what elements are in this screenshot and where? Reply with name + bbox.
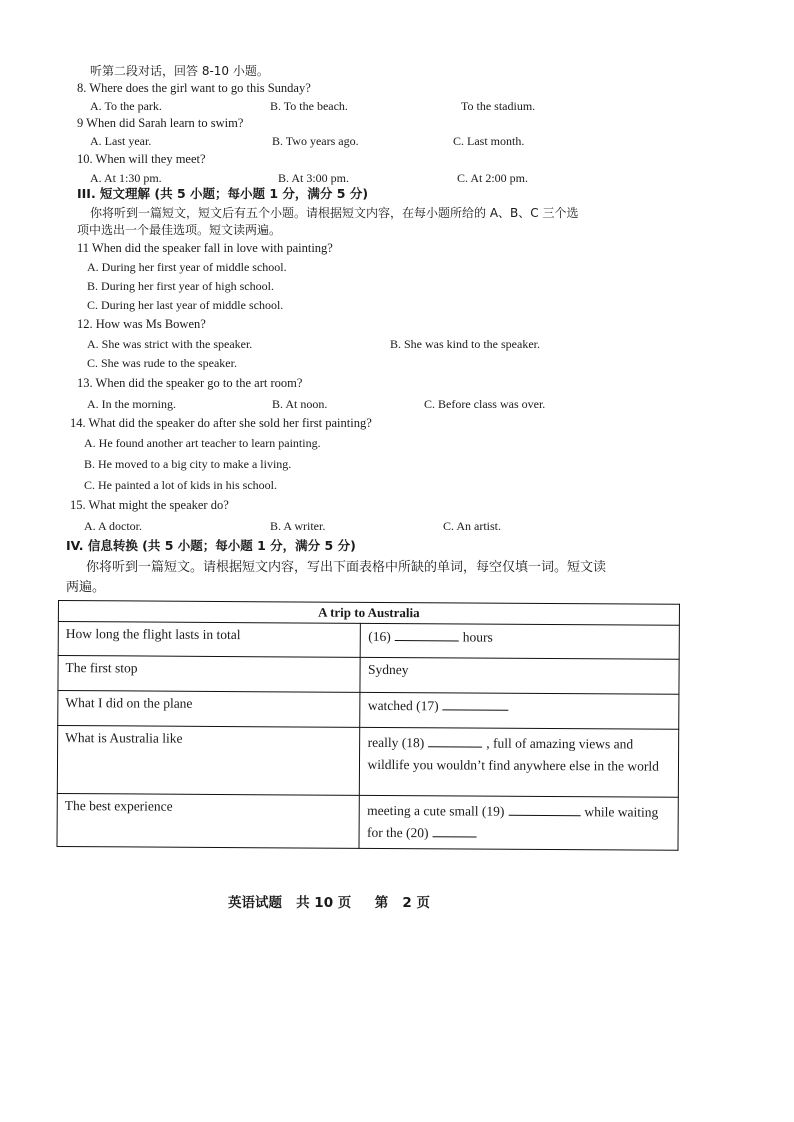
table-row-answer: meeting a cute small (19) while waiting for the (20) [359,795,678,850]
question-8-option-b: B. To the beach. [270,99,348,113]
question-11-option-a: A. During her first year of middle school. [87,260,287,274]
question-15-option-b: B. A writer. [270,519,326,533]
section-3-instruction-line2: 项中选出一个最佳选项。短文读两遍。 [77,223,282,237]
section-4-instruction-line2: 两遍。 [66,580,106,595]
table-row-answer: (16) hours [361,623,680,659]
question-14-option-c: C. He painted a lot of kids in his school. [84,478,277,492]
section-3-heading: III. 短文理解 (共 5 小题；每小题 1 分，满分 5 分) [77,186,369,201]
answer-blank-18[interactable] [428,734,482,747]
table-row [58,656,679,695]
table-row-label: The first stop [58,656,361,693]
table-title: A trip to Australia [58,601,679,626]
question-13-option-b: B. At noon. [272,397,328,411]
question-9-option-c: C. Last month. [453,134,525,148]
section-4-instruction-line1: 你将听到一篇短文。请根据短文内容，写出下面表格中所缺的单词，每空仅填一词。短文读 [86,560,607,575]
section-2-intro: 听第二段对话，回答 8-10 小题。 [90,64,269,78]
answer-blank-20[interactable] [433,824,477,837]
question-11-option-b: B. During her first year of high school. [87,279,274,293]
question-9-option-b: B. Two years ago. [272,134,359,148]
table-row-answer: watched (17) [360,692,679,729]
table-row-label: What is Australia like [57,726,360,796]
question-8-option-a: A. To the park. [90,99,162,113]
question-11-option-c: C. During her last year of middle school. [87,298,284,312]
section-3-instruction-line1: 你将听到一篇短文，短文后有五个小题。请根据短文内容，在每小题所给的 A、B、C 三个选 [90,206,579,220]
question-12-option-a: A. She was strict with the speaker. [87,337,253,351]
table-row [57,726,678,798]
table-row-label: The best experience [57,793,360,848]
table-row [58,691,679,730]
question-15-option-a: A. A doctor. [84,519,143,533]
question-9-option-a: A. Last year. [90,134,152,148]
question-15-option-c: C. An artist. [443,519,502,533]
table-row-value: Sydney [360,657,679,694]
question-13-stem: 13. When did the speaker go to the art room? [77,376,303,390]
table-row-answer: really (18) , full of amazing views and wildlife you wouldn’t find anywhere else in the world [360,727,679,797]
question-10-option-c: C. At 2:00 pm. [457,171,529,185]
question-10-stem: 10. When will they meet? [77,152,206,166]
question-14-option-a: A. He found another art teacher to learn painting. [84,436,321,450]
answer-blank-16[interactable] [395,628,459,641]
question-11-stem: 11 When did the speaker fall in love with painting? [77,241,333,255]
question-12-option-c: C. She was rude to the speaker. [87,356,237,370]
question-14-stem: 14. What did the speaker do after she sold her first painting? [70,416,372,430]
question-8-option-c: To the stadium. [461,99,536,113]
question-10-option-a: A. At 1:30 pm. [90,171,162,185]
question-10-option-b: B. At 3:00 pm. [278,171,350,185]
question-14-option-b: B. He moved to a big city to make a living. [84,457,292,471]
question-12-stem: 12. How was Ms Bowen? [77,317,206,331]
question-8-stem: 8. Where does the girl want to go this Sunday? [77,81,311,95]
question-12-option-b: B. She was kind to the speaker. [390,337,540,351]
question-9-stem: 9 When did Sarah learn to swim? [77,116,244,130]
table-row-label: What I did on the plane [58,691,361,728]
answer-blank-19[interactable] [508,803,580,816]
question-15-stem: 15. What might the speaker do? [70,498,229,512]
table-row-label: How long the flight lasts in total [58,622,361,658]
question-13-option-c: C. Before class was over. [424,397,546,411]
question-13-option-a: A. In the morning. [87,397,176,411]
page-footer: 英语试题 共 10 页 第 2 页 [228,895,430,911]
info-table [56,600,679,851]
table-row [58,622,679,660]
table-row [57,793,678,850]
answer-blank-17[interactable] [443,697,509,710]
section-4-heading: IV. 信息转换 (共 5 小题；每小题 1 分，满分 5 分) [66,538,356,553]
